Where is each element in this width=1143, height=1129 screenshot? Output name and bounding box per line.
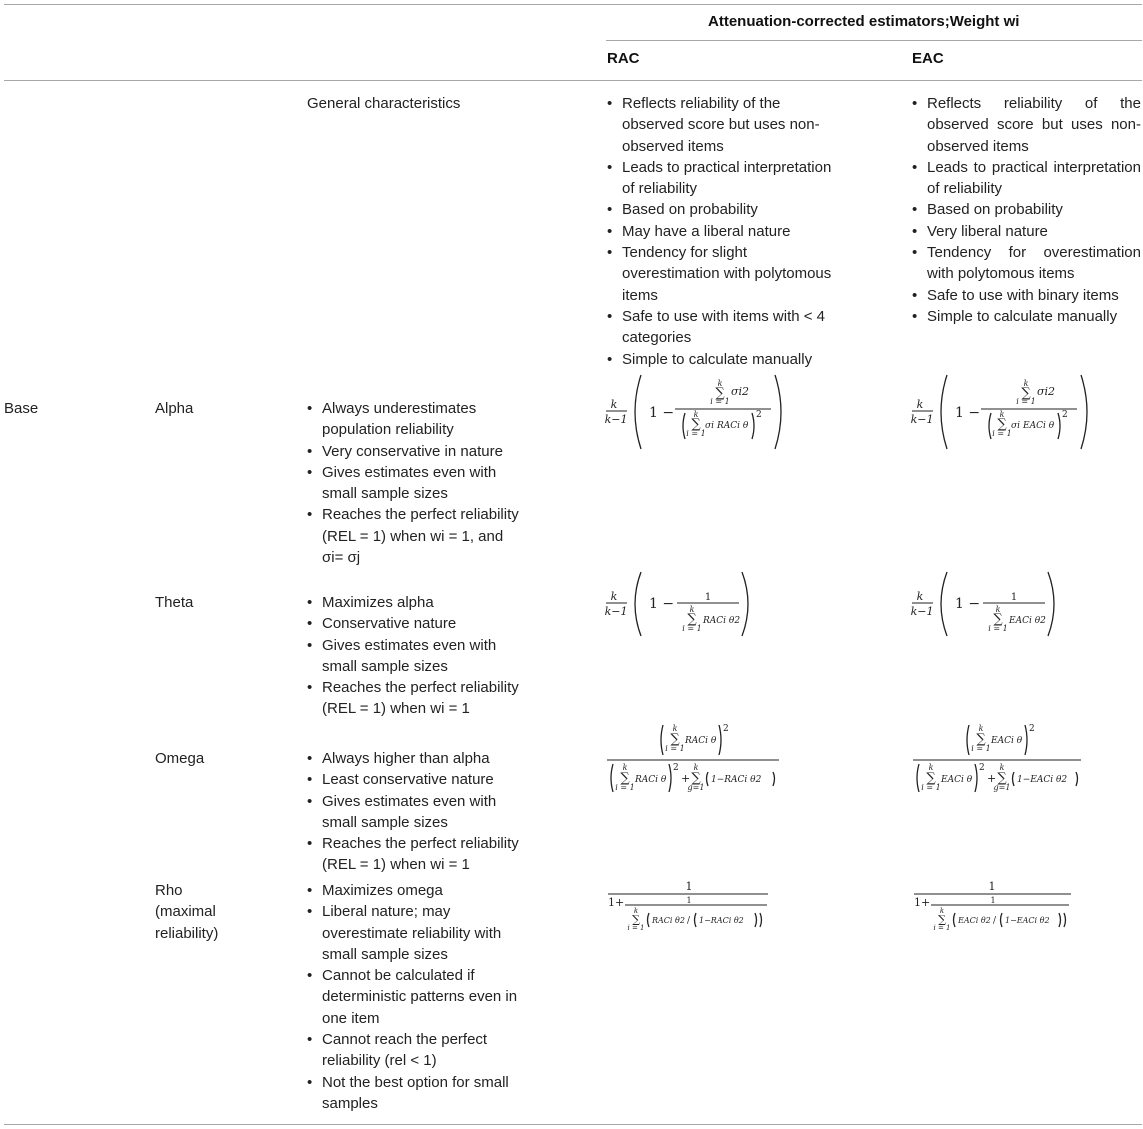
column-header-eac: EAC xyxy=(912,50,944,67)
svg-text:+: + xyxy=(987,772,997,785)
svg-text:∑: ∑ xyxy=(1021,386,1031,401)
svg-text:g=1: g=1 xyxy=(687,783,705,792)
svg-text:k: k xyxy=(916,398,924,411)
list-item: • Reaches the perfect reliability (REL = 1) when wi = 1 xyxy=(306,833,528,876)
svg-text:1: 1 xyxy=(704,592,712,603)
svg-text:EACi θ2: EACi θ2 xyxy=(1009,616,1046,626)
alpha-rac-formula xyxy=(605,372,785,452)
general-characteristics-label: General characteristics xyxy=(307,95,461,112)
row-name-rho xyxy=(155,880,218,944)
svg-text:2: 2 xyxy=(756,410,762,420)
row-name-theta: Theta xyxy=(155,594,194,611)
svg-text:RACi θ: RACi θ xyxy=(635,775,667,785)
svg-text:EACi θ: EACi θ xyxy=(991,736,1023,746)
svg-text:1+: 1+ xyxy=(608,896,625,909)
svg-text:RACi θ2: RACi θ2 xyxy=(703,616,741,626)
svg-text:i = 1: i = 1 xyxy=(933,924,951,932)
svg-text:RACi θ: RACi θ xyxy=(717,421,749,431)
svg-text:+: + xyxy=(681,772,691,785)
list-item: • Tendency for overestimation with polytomous items xyxy=(911,242,1141,285)
column-header-rac: RAC xyxy=(607,50,640,67)
svg-text:1−RACi θ2: 1−RACi θ2 xyxy=(699,916,744,925)
svg-text:∑: ∑ xyxy=(691,417,701,432)
list-item: • May have a liberal nature xyxy=(606,221,841,242)
theta-rac-formula xyxy=(605,570,755,640)
svg-text:i = 1: i = 1 xyxy=(710,397,730,406)
svg-text:∑: ∑ xyxy=(632,913,640,926)
svg-text:i = 1: i = 1 xyxy=(682,624,702,633)
svg-text:k: k xyxy=(978,724,984,733)
list-item: • Leads to practical interpretation of reliability xyxy=(606,157,841,200)
svg-text:i = 1: i = 1 xyxy=(665,744,685,753)
svg-text:∑: ∑ xyxy=(997,771,1007,786)
svg-text:k: k xyxy=(928,763,934,772)
svg-text:1: 1 xyxy=(1010,592,1018,603)
svg-text:σi2: σi2 xyxy=(1037,385,1056,398)
list-item: • Tendency for slight overestimation with polytomous items xyxy=(606,242,841,306)
list-item: • Based on probability xyxy=(606,199,841,220)
svg-text:σi: σi xyxy=(705,421,715,431)
svg-text:2: 2 xyxy=(723,724,729,734)
rho-eac-formula xyxy=(911,876,1081,936)
list-item: • Reaches the perfect reliability (REL = 1) when wi = 1, and σi= σj xyxy=(306,504,528,568)
bottom-rule xyxy=(4,1124,1142,1125)
row-name-line: (maximal xyxy=(155,903,216,921)
list-item: • Simple to calculate manually xyxy=(606,349,841,370)
svg-text:∑: ∑ xyxy=(938,913,946,926)
svg-text:i = 1: i = 1 xyxy=(971,744,991,753)
rho-rac-formula xyxy=(605,876,775,936)
svg-text:1: 1 xyxy=(990,896,996,905)
svg-text:∑: ∑ xyxy=(687,612,697,627)
row-name-alpha: Alpha xyxy=(155,400,194,417)
list-item: • Based on probability xyxy=(911,199,1141,220)
rho-characteristics-list xyxy=(306,880,528,1114)
svg-text:1−EACi θ2: 1−EACi θ2 xyxy=(1005,916,1050,925)
row-name-omega: Omega xyxy=(155,750,205,767)
k-numerator: k xyxy=(610,398,618,411)
list-item: • Gives estimates even with small sample sizes xyxy=(306,791,528,834)
svg-text:RACi θ: RACi θ xyxy=(685,736,717,746)
sum-sign: ∑ xyxy=(715,386,725,401)
list-item: • Conservative nature xyxy=(306,613,528,634)
svg-text:1−EACi θ2: 1−EACi θ2 xyxy=(1017,775,1068,785)
svg-text:EACi θ: EACi θ xyxy=(1023,421,1055,431)
svg-text:k: k xyxy=(622,763,628,772)
group-header-title: Attenuation-corrected estimators;Weight wi xyxy=(708,13,1020,30)
svg-text:2: 2 xyxy=(979,763,985,773)
list-item: • Reaches the perfect reliability (REL = 1) when wi = 1 xyxy=(306,677,528,720)
svg-text:1 −: 1 − xyxy=(955,596,981,612)
svg-text:∑: ∑ xyxy=(691,771,701,786)
alpha-characteristics-list xyxy=(306,398,528,568)
rac-general-list xyxy=(606,93,841,370)
svg-text:1: 1 xyxy=(988,880,996,893)
row-name-line: reliability) xyxy=(155,924,219,942)
svg-text:k−1: k−1 xyxy=(910,605,934,618)
svg-text:1−RACi θ2: 1−RACi θ2 xyxy=(711,775,762,785)
svg-text:/: / xyxy=(687,916,691,926)
svg-text:k: k xyxy=(717,379,723,388)
list-item: • Gives estimates even with small sample sizes xyxy=(306,635,528,678)
list-item: • Safe to use with binary items xyxy=(911,285,1141,306)
svg-text:k: k xyxy=(1023,379,1029,388)
header-bottom-rule xyxy=(4,80,1142,81)
svg-text:k: k xyxy=(999,763,1005,772)
svg-text:2: 2 xyxy=(1062,410,1068,420)
svg-text:RACi θ2: RACi θ2 xyxy=(652,916,685,925)
svg-text:k: k xyxy=(672,724,678,733)
svg-text:1 −: 1 − xyxy=(649,596,675,612)
svg-text:k: k xyxy=(693,410,699,419)
svg-text:i = 1: i = 1 xyxy=(988,624,1008,633)
svg-text:/: / xyxy=(993,916,997,926)
svg-text:g=1: g=1 xyxy=(993,783,1011,792)
k-denominator: k−1 xyxy=(604,413,628,426)
top-rule xyxy=(4,4,1142,5)
list-item: • Least conservative nature xyxy=(306,769,528,790)
svg-text:2: 2 xyxy=(1029,724,1035,734)
list-item: • Not the best option for small samples xyxy=(306,1072,528,1115)
list-item: • Gives estimates even with small sample sizes xyxy=(306,462,528,505)
svg-text:i = 1: i = 1 xyxy=(615,783,635,792)
group-header-rule xyxy=(606,40,1142,41)
eac-general-list xyxy=(911,93,1141,327)
omega-eac-formula xyxy=(911,720,1091,800)
svg-text:k: k xyxy=(610,590,618,603)
list-item: • Safe to use with items with < 4 categories xyxy=(606,306,841,349)
list-item: • Reflects reliability of the observed score but uses non-observed items xyxy=(911,93,1141,157)
svg-text:k−1: k−1 xyxy=(604,605,628,618)
svg-text:σi: σi xyxy=(1011,421,1021,431)
svg-text:∑: ∑ xyxy=(976,732,986,747)
svg-text:EACi θ2: EACi θ2 xyxy=(958,916,991,925)
list-item: • Reflects reliability of the observed score but uses non-observed items xyxy=(606,93,841,157)
svg-text:i = 1: i = 1 xyxy=(992,429,1012,438)
list-item: • Leads to practical interpretation of reliability xyxy=(911,157,1141,200)
theta-eac-formula xyxy=(911,570,1061,640)
svg-text:i = 1: i = 1 xyxy=(686,429,706,438)
svg-text:i = 1: i = 1 xyxy=(921,783,941,792)
svg-text:k: k xyxy=(689,605,695,614)
list-item: • Maximizes alpha xyxy=(306,592,528,613)
list-item: • Liberal nature; may overestimate reliability with small sample sizes xyxy=(306,901,528,965)
svg-text:k: k xyxy=(916,590,924,603)
svg-text:1 −: 1 − xyxy=(955,405,981,421)
list-item: • Very liberal nature xyxy=(911,221,1141,242)
list-item: • Always underestimates population reliability xyxy=(306,398,528,441)
svg-text:k: k xyxy=(633,907,639,915)
row-name-line: Rho xyxy=(155,882,183,899)
svg-text:∑: ∑ xyxy=(926,771,936,786)
svg-text:k−1: k−1 xyxy=(910,413,934,426)
svg-text:∑: ∑ xyxy=(993,612,1003,627)
list-item: • Cannot be calculated if deterministic patterns even in one item xyxy=(306,965,528,1029)
svg-text:2: 2 xyxy=(673,763,679,773)
svg-text:1: 1 xyxy=(686,896,692,905)
svg-text:EACi θ: EACi θ xyxy=(941,775,973,785)
group-label-base: Base xyxy=(4,400,39,417)
svg-text:∑: ∑ xyxy=(997,417,1007,432)
one-minus: 1 − xyxy=(649,405,675,421)
svg-text:∑: ∑ xyxy=(620,771,630,786)
svg-text:k: k xyxy=(995,605,1001,614)
list-item: • Maximizes omega xyxy=(306,880,528,901)
list-item: • Always higher than alpha xyxy=(306,748,528,769)
svg-text:i = 1: i = 1 xyxy=(627,924,645,932)
list-item: • Simple to calculate manually xyxy=(911,306,1141,327)
svg-text:1: 1 xyxy=(685,880,693,893)
svg-text:k: k xyxy=(999,410,1005,419)
svg-text:i = 1: i = 1 xyxy=(1016,397,1036,406)
svg-text:k: k xyxy=(693,763,699,772)
sigma-squared: σi2 xyxy=(731,385,750,398)
svg-text:k: k xyxy=(939,907,945,915)
theta-characteristics-list xyxy=(306,592,528,720)
svg-text:∑: ∑ xyxy=(670,732,680,747)
list-item: • Cannot reach the perfect reliability (rel < 1) xyxy=(306,1029,528,1072)
omega-characteristics-list xyxy=(306,748,528,876)
alpha-eac-formula xyxy=(911,372,1091,452)
list-item: • Very conservative in nature xyxy=(306,441,528,462)
svg-text:1+: 1+ xyxy=(914,896,931,909)
omega-rac-formula xyxy=(605,720,785,800)
